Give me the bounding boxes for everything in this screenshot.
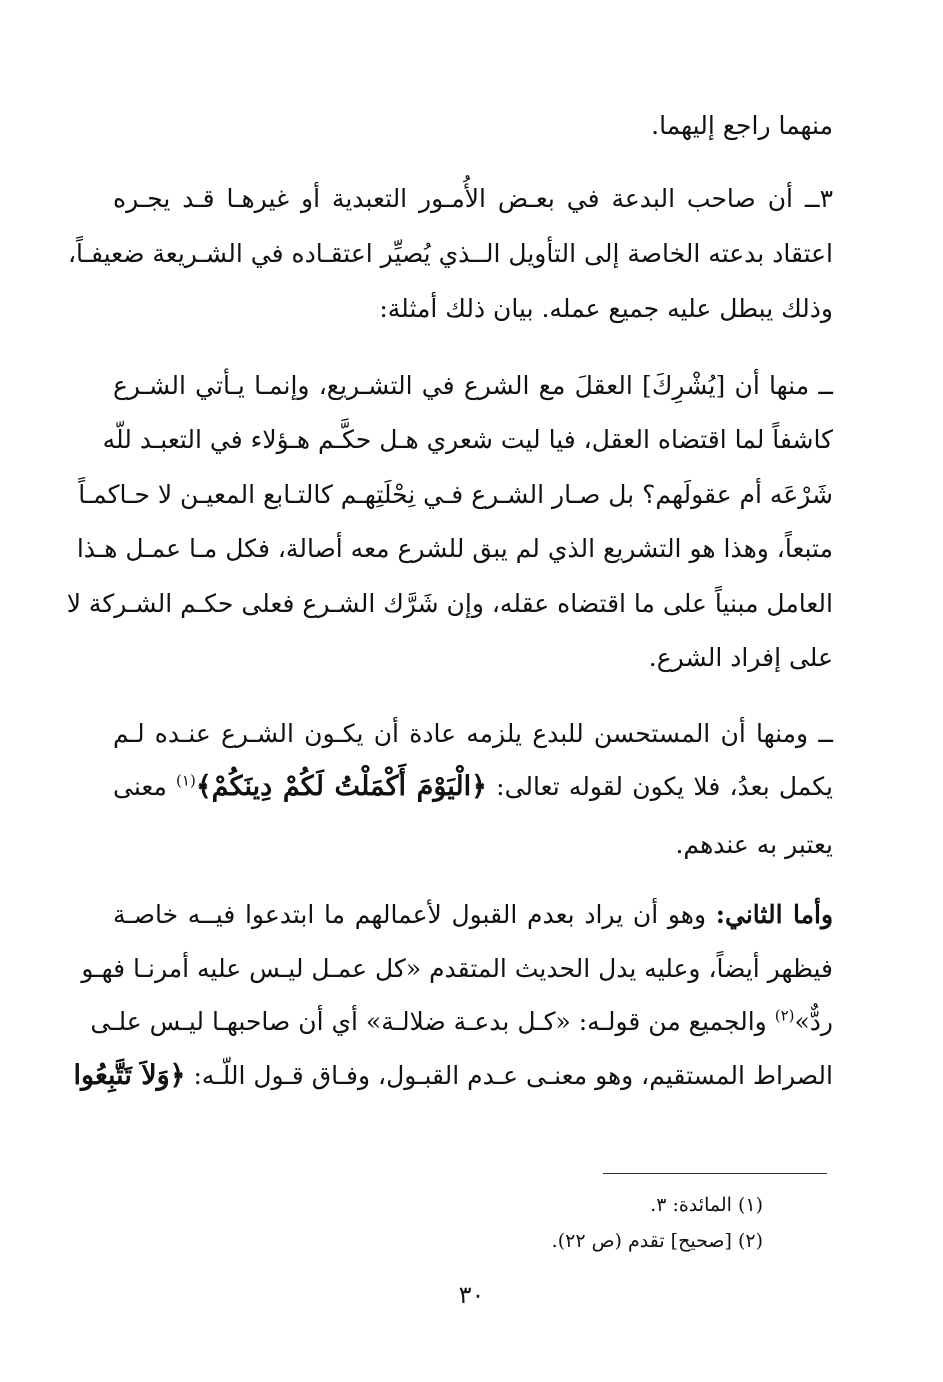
body-line: شَرْعَه أم عقولَهم؟ بل صـار الشـرع فـي نِحْلَتِهـم كالتـابع المعيـن لا حـاكمـاً	[78, 480, 833, 509]
body-line: متبعاً، وهذا هو التشريع الذي لم يبق للشرع معه أصالة، فكل مـا عمـل هـذا	[76, 534, 833, 563]
body-line: العامل مبنياً على ما اقتضاه عقله، وإن شَرَّك الشـرع فعلى حكـم الشـركة لا	[66, 589, 833, 618]
quran-verse: ﴿وَلاَ تَتَّبِعُوا	[73, 1060, 186, 1091]
body-line: يعتبر به عندهم.	[675, 830, 833, 859]
body-text: ردٌّ»	[794, 1007, 833, 1036]
footnote-divider	[603, 1173, 827, 1174]
body-line: كاشفاً لما اقتضاه العقل، فيا ليت شعري هـل حكَّـم هـؤلاء في التعبـد للّه	[102, 425, 833, 454]
body-line: وذلك يبطل عليه جميع عمله. بيان ذلك أمثلة:	[379, 294, 833, 323]
body-text: والجميع من قولـه: «كـل بدعـة ضلالـة» أي أن صاحبهـا ليـس علـى	[90, 1007, 767, 1036]
page-number: ٣٠	[458, 1281, 485, 1309]
body-text: الصراط المستقيم، وهو معنـى عـدم القبـول، وفـاق قـول اللّـه:	[193, 1061, 833, 1090]
body-line: فيظهر أيضاً، وعليه يدل الحديث المتقدم «كل عمـل ليـس عليه أمرنـا فهـو	[81, 954, 833, 983]
body-line: ــ ومنها أن المستحسن للبدع يلزمه عادة أن يكـون الشـرع عنـده لـم	[113, 719, 833, 748]
footnote-ref: (٢)	[774, 1006, 795, 1025]
body-line	[90, 1004, 833, 1040]
section-heading: وأما الثاني:	[715, 900, 834, 929]
body-line: على إفراد الشرع.	[648, 643, 833, 672]
footnote-ref: (١)	[176, 771, 196, 790]
body-line: منهما راجع إليهما.	[651, 111, 833, 140]
body-line	[113, 897, 833, 933]
body-line: ٣ــ أن صاحب البدعة في بعـض الأُمـور التعبدية أو غيرهـا قـد يجـره	[113, 184, 833, 213]
body-line: اعتقاد بدعته الخاصة إلى التأويل الــذي يُصيِّر اعتقـاده في الشـريعة ضعيفـاً،	[67, 239, 833, 268]
body-text: معنى	[113, 772, 167, 801]
body-text: يكمل بعدُ، فلا يكون لقوله تعالى:	[496, 772, 834, 801]
quran-verse: ﴿الْيَوْمَ أَكْمَلْتُ لَكُمْ دِينَكُمْ﴾	[195, 771, 487, 802]
body-line	[113, 769, 833, 805]
body-line	[73, 1058, 833, 1094]
footnote: (٢) [صحيح] تقدم (ص ٢٢).	[551, 1230, 763, 1252]
body-line: ــ منها أن [يُشْرِكَ] العقلَ مع الشرع في التشـريع، وإنمـا يـأتي الشـرع	[113, 371, 833, 400]
footnote: (١) المائدة: ٣.	[650, 1194, 763, 1216]
body-text: وهو أن يراد بعدم القبول لأعمالهم ما ابتدعوا فيــه خاصـة	[113, 900, 707, 929]
